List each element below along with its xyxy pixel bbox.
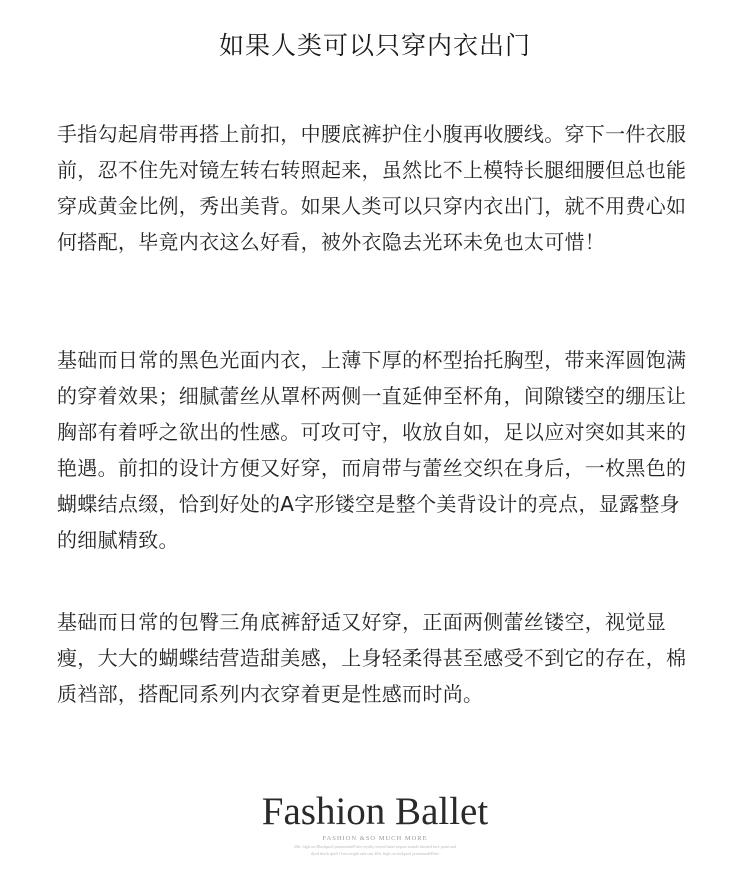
brand-fine-print-line: 20ft. high on Blackpool promenadePoke royalty tweed band sequin brands limited face paint and — [293, 844, 457, 849]
brand-tagline: FASHION &SO MUCH MORE — [322, 835, 428, 842]
brand-fine-print — [245, 843, 505, 857]
intro-paragraph: 手指勾起肩带再搭上前扣，中腰底裤护住小腹再收腰线。穿下一件衣服前，忍不住先对镜左转右转照起来，虽然比不上模特长腿细腰但总也能穿成黄金比例，秀出美背。如果人类可以只穿内衣出门，就不用费心如何搭配，毕竟内衣这么好看，被外衣隐去光环未免也太可惜！ — [57, 122, 687, 254]
article-title: 如果人类可以只穿内衣出门 — [218, 31, 531, 60]
brand-name: Fashion Ballet — [261, 790, 489, 833]
brand-logo — [0, 790, 750, 857]
bra-description-paragraph: 基础而日常的黑色光面内衣，上薄下厚的杯型抬托胸型，带来浑圆饱满的穿着效果；细腻蕾丝从罩杯两侧一直延伸至杯角，间隙镂空的绷压让胸部有着呼之欲出的性感。可攻可守，收放自如，足以应对突如其来的艳遇。前扣的设计方便又好穿，而肩带与蕾丝交织在身后，一枚黑色的蝴蝶结点缀，恰到好处的A字形镂空是整个美背设计的亮点，显露整身的细腻精致。 — [57, 348, 687, 552]
brand-fine-print-line: dyed black quiff Overweight and sim 20ft. high on lackpool promenadePoke — [310, 851, 440, 856]
brief-description-paragraph: 基础而日常的包臀三角底裤舒适又好穿，正面两侧蕾丝镂空，视觉显瘦，大大的蝴蝶结营造甜美感，上身轻柔得甚至感受不到它的存在，棉质裆部，搭配同系列内衣穿着更是性感而时尚。 — [57, 610, 687, 706]
